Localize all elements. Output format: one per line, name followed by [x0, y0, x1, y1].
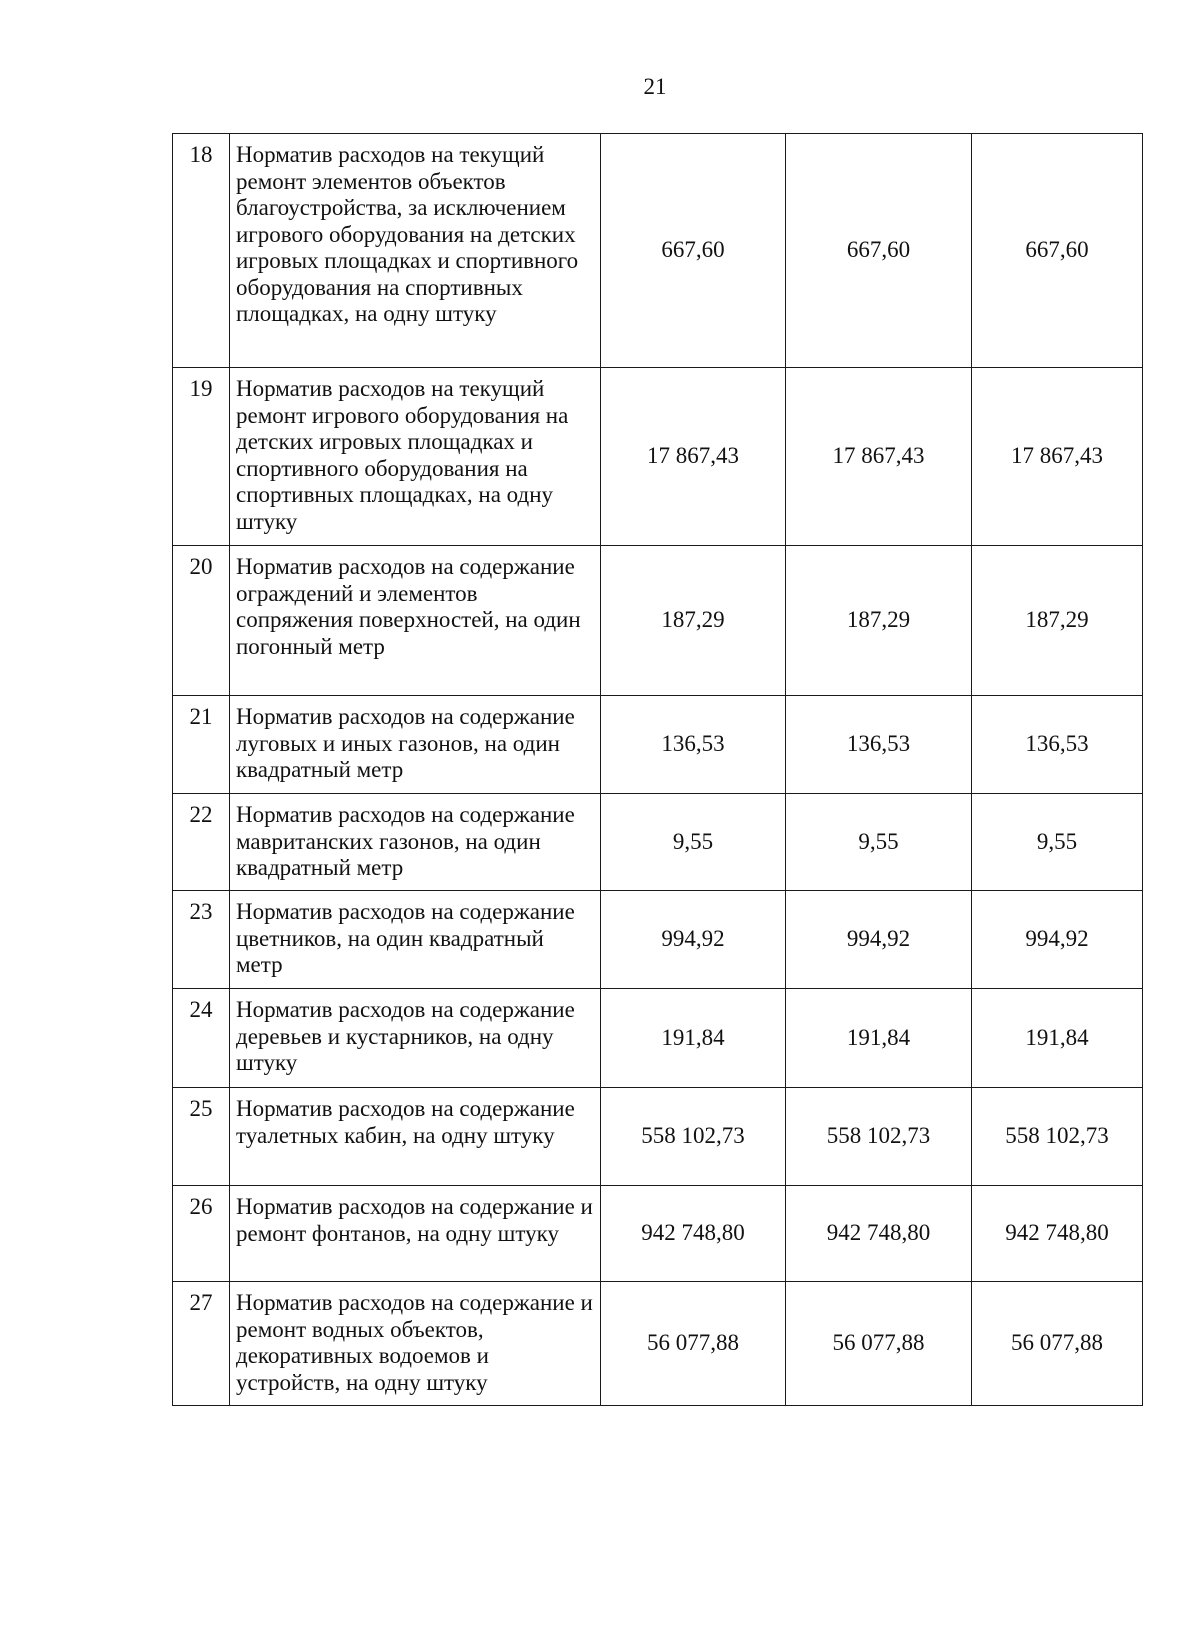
row-value: 667,60 [601, 134, 786, 368]
row-value: 17 867,43 [972, 368, 1143, 546]
row-number: 22 [173, 794, 230, 891]
row-value: 187,29 [972, 546, 1143, 696]
row-value: 191,84 [601, 989, 786, 1088]
table-row [173, 1282, 1143, 1406]
row-value: 942 748,80 [972, 1186, 1143, 1282]
row-value: 9,55 [786, 794, 972, 891]
norms-table-body [173, 134, 1143, 1406]
table-row [173, 989, 1143, 1088]
table-row [173, 891, 1143, 989]
row-description: Норматив расходов на содержание деревьев и кустарников, на одну штуку [230, 989, 601, 1088]
row-value: 136,53 [601, 696, 786, 794]
row-value: 9,55 [972, 794, 1143, 891]
row-number: 21 [173, 696, 230, 794]
row-value: 558 102,73 [601, 1088, 786, 1186]
row-number: 24 [173, 989, 230, 1088]
row-value: 136,53 [786, 696, 972, 794]
row-number: 19 [173, 368, 230, 546]
row-number: 25 [173, 1088, 230, 1186]
row-value: 667,60 [972, 134, 1143, 368]
row-value: 558 102,73 [786, 1088, 972, 1186]
row-number: 26 [173, 1186, 230, 1282]
row-value: 994,92 [786, 891, 972, 989]
row-value: 187,29 [601, 546, 786, 696]
table-row [173, 1186, 1143, 1282]
row-value: 17 867,43 [601, 368, 786, 546]
row-description: Норматив расходов на содержание и ремонт фонтанов, на одну штуку [230, 1186, 601, 1282]
table-row [173, 546, 1143, 696]
row-value: 994,92 [601, 891, 786, 989]
row-description: Норматив расходов на содержание ограждений и элементов сопряжения поверхностей, на один погонный метр [230, 546, 601, 696]
table-row [173, 1088, 1143, 1186]
row-value: 187,29 [786, 546, 972, 696]
row-number: 23 [173, 891, 230, 989]
table-row [173, 368, 1143, 546]
row-value: 9,55 [601, 794, 786, 891]
table-row [173, 794, 1143, 891]
row-value: 56 077,88 [972, 1282, 1143, 1406]
row-value: 191,84 [972, 989, 1143, 1088]
page-number: 21 [643, 74, 667, 99]
row-description: Норматив расходов на содержание туалетных кабин, на одну штуку [230, 1088, 601, 1186]
table-row [173, 134, 1143, 368]
row-value: 667,60 [786, 134, 972, 368]
row-value: 56 077,88 [786, 1282, 972, 1406]
row-value: 191,84 [786, 989, 972, 1088]
row-value: 942 748,80 [601, 1186, 786, 1282]
table-row [173, 696, 1143, 794]
row-description: Норматив расходов на текущий ремонт игрового оборудования на детских игровых площадках и спортивного оборудования на спортивных площадках, на одну штуку [230, 368, 601, 546]
row-value: 17 867,43 [786, 368, 972, 546]
row-value: 558 102,73 [972, 1088, 1143, 1186]
row-number: 18 [173, 134, 230, 368]
row-number: 27 [173, 1282, 230, 1406]
row-number: 20 [173, 546, 230, 696]
row-value: 56 077,88 [601, 1282, 786, 1406]
row-description: Норматив расходов на содержание луговых и иных газонов, на один квадратный метр [230, 696, 601, 794]
row-description: Норматив расходов на содержание мавританских газонов, на один квадратный метр [230, 794, 601, 891]
row-value: 994,92 [972, 891, 1143, 989]
row-value: 136,53 [972, 696, 1143, 794]
row-description: Норматив расходов на содержание и ремонт водных объектов, декоративных водоемов и устройств, на одну штуку [230, 1282, 601, 1406]
row-description: Норматив расходов на текущий ремонт элементов объектов благоустройства, за исключением игрового оборудования на детских игровых площадках и спортивного оборудования на спортивных площадках, на одну штуку [230, 134, 601, 368]
norms-table [172, 133, 1143, 1406]
row-description: Норматив расходов на содержание цветников, на один квадратный метр [230, 891, 601, 989]
row-value: 942 748,80 [786, 1186, 972, 1282]
